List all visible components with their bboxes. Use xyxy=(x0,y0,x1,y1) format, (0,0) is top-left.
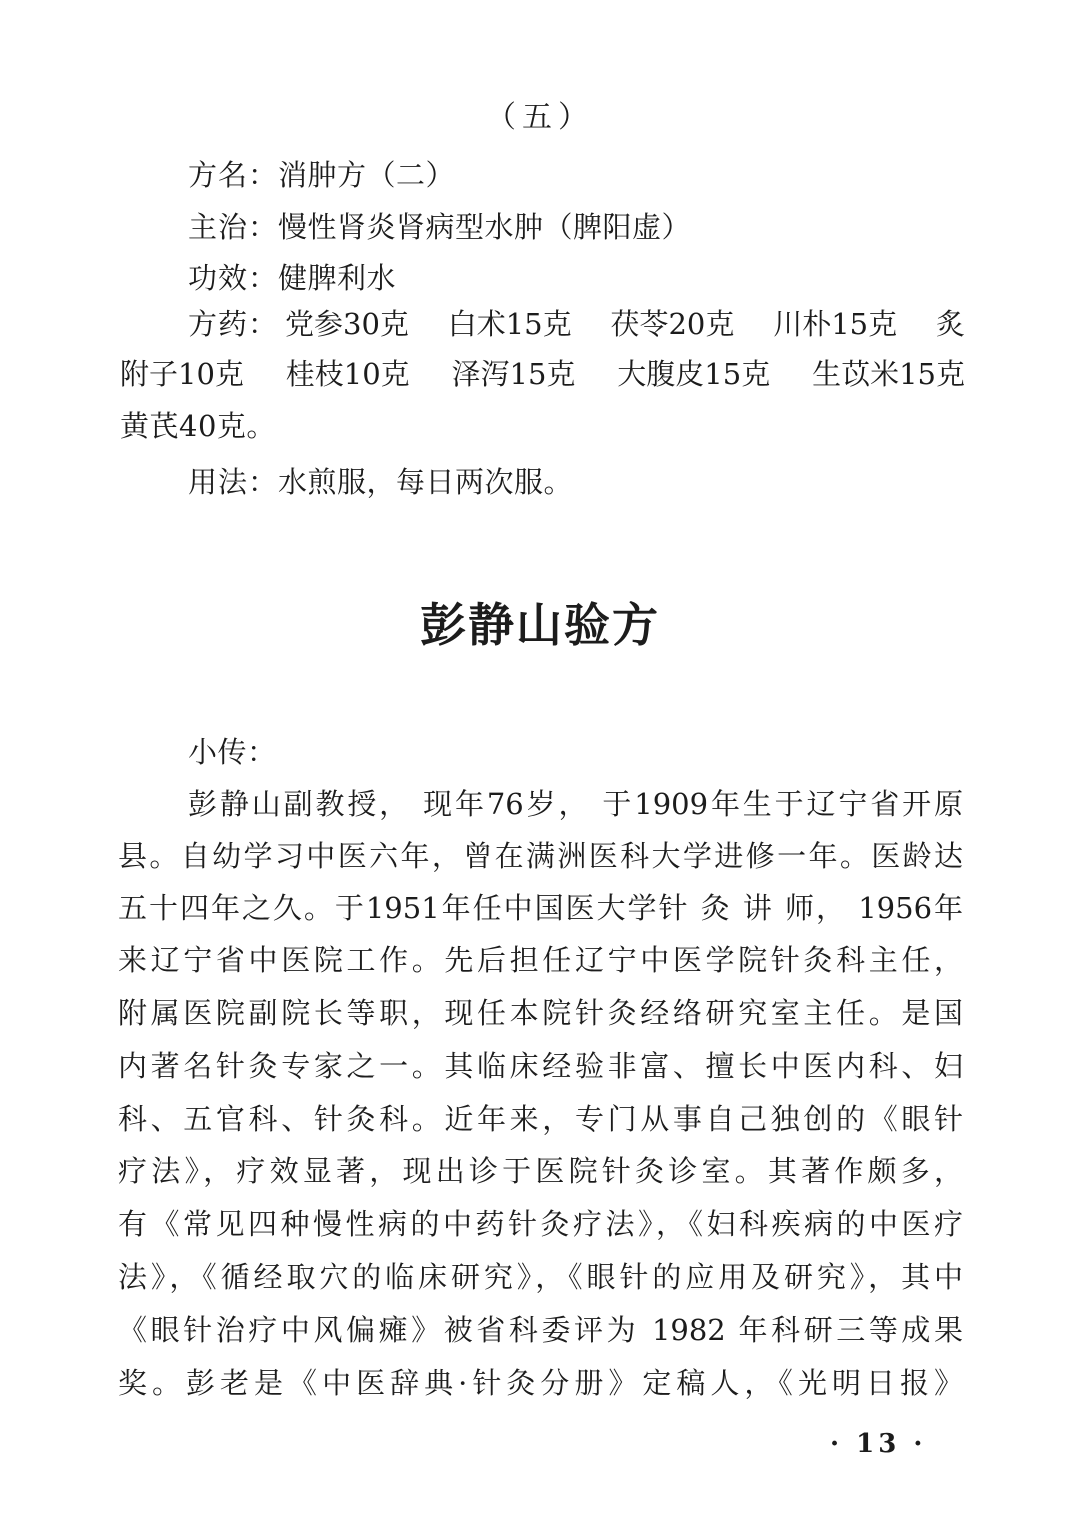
herbs-label: 方药： xyxy=(188,307,279,341)
herb-item: 白术15克 xyxy=(447,307,572,341)
page-number: · 13 · xyxy=(830,1429,927,1459)
herb-item: 生苡米15克 xyxy=(812,357,965,391)
section-number: （五） xyxy=(486,100,594,135)
herb-item: 党参30克 xyxy=(285,307,409,341)
indication-label: 主治： xyxy=(188,210,279,244)
bio-line: 县。自幼学习中医六年，曾在满洲医科大学进修一年。医龄达 xyxy=(118,839,963,873)
herb-item: 泽泻15克 xyxy=(451,357,576,391)
bio-line: 科、五官科、针灸科。近年来，专门从事自己独创的《眼针 xyxy=(118,1102,963,1136)
bio-line: 附属医院副院长等职，现任本院针灸经络研究室主任。是国 xyxy=(118,996,963,1030)
herbs-row-3: 黄芪40克。 xyxy=(120,409,276,443)
herb-item: 川朴15克 xyxy=(773,307,898,341)
bio-line: 《眼针治疗中风偏瘫》被省科委评为 1982 年科研三等成果 xyxy=(118,1313,963,1347)
herb-item: 茯苓20克 xyxy=(610,307,735,341)
effect-value: 健脾利水 xyxy=(278,261,397,295)
indication-value: 慢性肾炎肾病型水肿（脾阳虚） xyxy=(278,210,692,244)
herbs-row-2 xyxy=(120,354,965,394)
bio-line: 法》，《循经取穴的临床研究》，《眼针的应用及研究》，其中 xyxy=(118,1260,963,1294)
herb-item: 炙 xyxy=(935,307,965,341)
bio-line: 有《常见四种慢性病的中药针灸疗法》，《妇科疾病的中医疗 xyxy=(118,1207,963,1241)
bio-line: 奖。彭老是《中医辞典·针灸分册》定稿人，《光明日报》 xyxy=(118,1366,963,1400)
prescription-name-line xyxy=(188,155,455,195)
herbs-row-1 xyxy=(285,304,965,344)
indication-line xyxy=(188,207,691,247)
section-title: 彭静山验方 xyxy=(420,598,660,652)
bio-heading: 小传： xyxy=(188,735,277,769)
herb-item: 附子10克 xyxy=(120,357,244,391)
bio-line: 内著名针灸专家之一。其临床经验非富、擅长中医内科、妇 xyxy=(118,1049,963,1083)
usage-value: 水煎服，每日两次服。 xyxy=(278,465,574,499)
bio-line: 来辽宁省中医院工作。先后担任辽宁中医学院针灸科主任， xyxy=(118,943,963,977)
herb-item: 桂枝10克 xyxy=(285,357,410,391)
bio-line: 疗法》，疗效显著，现出诊于医院针灸诊室。其著作颇多， xyxy=(118,1154,963,1188)
effect-label: 功效： xyxy=(188,261,279,295)
bio-line: 彭静山副教授， 现年76岁， 于1909年生于辽宁省开原 xyxy=(188,787,963,821)
usage-line xyxy=(188,462,573,502)
herb-item: 大腹皮15克 xyxy=(617,357,771,391)
prescription-name-label: 方名： xyxy=(188,158,279,192)
prescription-name-value: 消肿方（二） xyxy=(278,158,456,192)
herbs-label-line xyxy=(188,304,278,344)
effect-line xyxy=(188,258,396,298)
bio-line: 五十四年之久。于1951年任中国医大学针 灸 讲 师， 1956年 xyxy=(118,891,963,925)
usage-label: 用法： xyxy=(188,465,279,499)
